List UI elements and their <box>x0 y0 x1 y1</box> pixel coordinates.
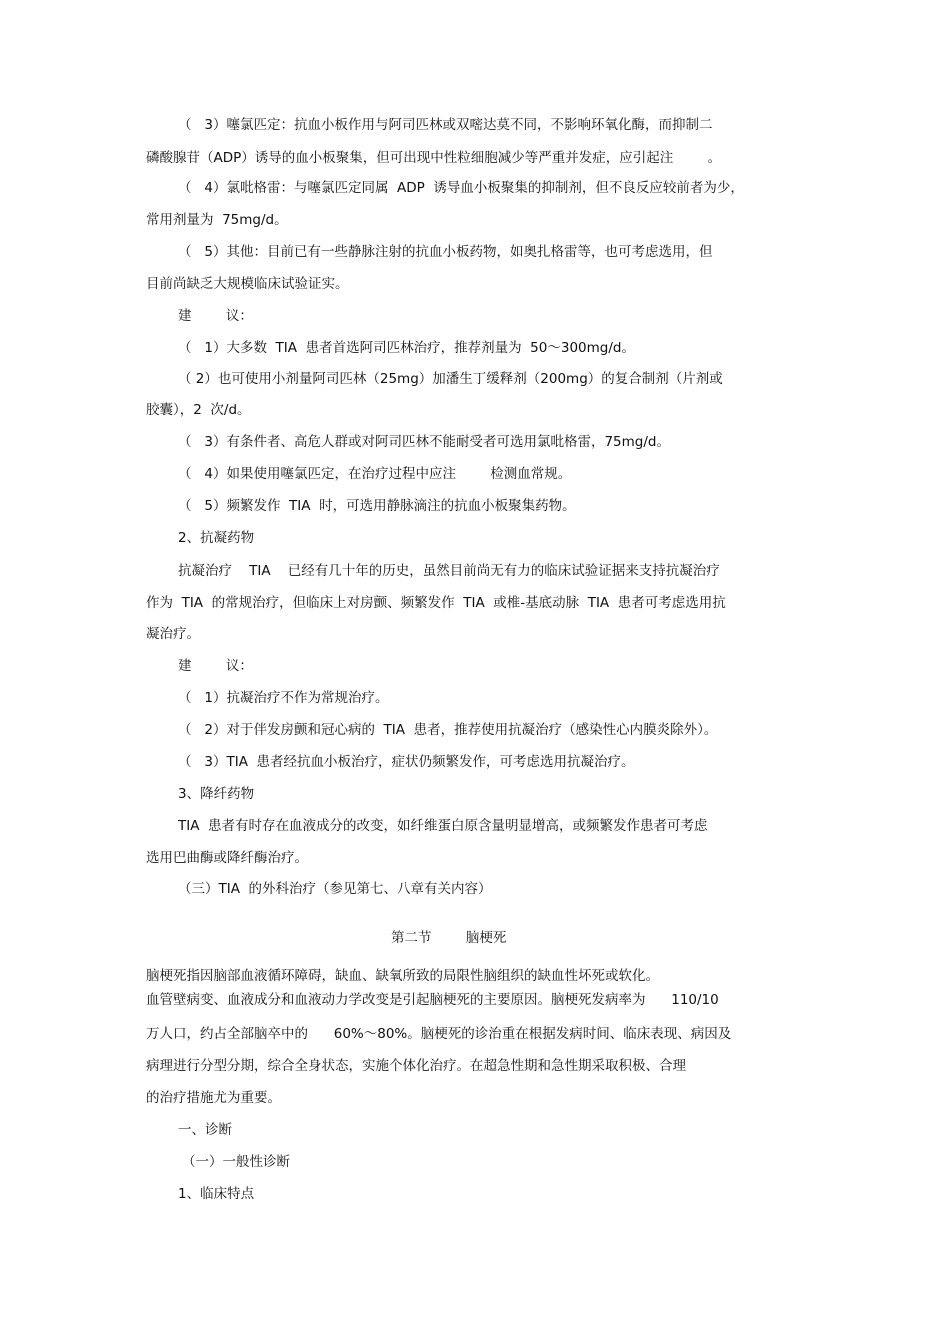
section-heading: （三）TIA 的外科治疗（参见第七、八章有关内容） <box>178 881 492 897</box>
paragraph-line: 常用剂量为 75mg/d。 <box>146 212 288 228</box>
paragraph-line: （ 2）也可使用小剂量阿司匹林（25mg）加潘生丁缓释剂（200mg）的复合制剂（片剂或 <box>178 371 723 387</box>
paragraph-line: 胶囊），2 次/d。 <box>146 402 251 418</box>
recommendation-heading: 建 议： <box>178 658 253 674</box>
paragraph-line: 万人口，约占全部脑卒中的 60%～80%。脑梗死的诊治重在根据发病时间、临床表现、病因及 <box>146 1026 732 1042</box>
paragraph-line: （ 5）其他：目前已有一些静脉注射的抗血小板药物，如奥扎格雷等，也可考虑选用，但 <box>178 244 713 260</box>
paragraph-line: 作为 TIA 的常规治疗，但临床上对房颤、频繁发作 TIA 或椎-基底动脉 TIA 患者可考虑选用抗 <box>146 595 726 611</box>
paragraph-line: （ 4）如果使用噻氯匹定，在治疗过程中应注 检测血常规。 <box>178 466 572 482</box>
paragraph-line: 病理进行分型分期，综合全身状态，实施个体化治疗。在超急性期和急性期采取积极、合理 <box>146 1058 686 1074</box>
paragraph-line: 脑梗死指因脑部血液循环障碍，缺血、缺氧所致的局限性脑组织的缺血性坏死或软化。 <box>146 968 659 984</box>
paragraph-line: 的治疗措施尤为重要。 <box>146 1090 281 1106</box>
paragraph-line: 选用巴曲酶或降纤酶治疗。 <box>146 850 308 866</box>
paragraph-line: TIA 患者有时存在血液成分的改变，如纤维蛋白原含量明显增高，或频繁发作患者可考虑 <box>178 818 708 834</box>
paragraph-line: （ 2）对于伴发房颤和冠心病的 TIA 患者，推荐使用抗凝治疗（感染性心内膜炎除外）。 <box>178 722 718 738</box>
paragraph-line: （ 5）频繁发作 TIA 时，可选用静脉滴注的抗血小板聚集药物。 <box>178 498 576 514</box>
chapter-title: 第二节 脑梗死 <box>391 930 507 946</box>
paragraph-line: （ 4）氯吡格雷：与噻氯匹定同属 ADP 诱导血小板聚集的抑制剂，但不良反应较前者为少， <box>178 180 744 196</box>
recommendation-heading: 建 议： <box>178 308 253 324</box>
paragraph-line: （ 3）有条件者、高危人群或对阿司匹林不能耐受者可选用氯吡格雷，75mg/d。 <box>178 434 670 450</box>
paragraph-line: （ 3）噻氯匹定：抗血小板作用与阿司匹林或双嘧达莫不同，不影响环氧化酶，而抑制二 <box>178 117 713 133</box>
paragraph-line: 凝治疗。 <box>146 626 200 642</box>
section-heading: 2、抗凝药物 <box>178 530 255 546</box>
paragraph-line: 目前尚缺乏大规模临床试验证实。 <box>146 276 349 292</box>
paragraph-line: （ 1）大多数 TIA 患者首选阿司匹林治疗，推荐剂量为 50～300mg/d。 <box>178 340 635 356</box>
subsection-heading: 1、临床特点 <box>178 1186 255 1202</box>
paragraph-line: 抗凝治疗 TIA 已经有几十年的历史，虽然目前尚无有力的临床试验证据来支持抗凝治疗 <box>178 563 720 579</box>
paragraph-line: 血管壁病变、血液成分和血液动力学改变是引起脑梗死的主要原因。脑梗死发病率为 110/10 <box>146 992 719 1008</box>
subsection-heading: （一）一般性诊断 <box>182 1154 290 1170</box>
section-heading: 3、降纤药物 <box>178 786 255 802</box>
paragraph-line: （ 1）抗凝治疗不作为常规治疗。 <box>178 690 389 706</box>
paragraph-line: 磷酸腺苷（ADP）诱导的血小板聚集，但可出现中性粒细胞减少等严重并发症，应引起注 。 <box>146 150 722 166</box>
paragraph-line: （ 3）TIA 患者经抗血小板治疗，症状仍频繁发作，可考虑选用抗凝治疗。 <box>178 754 635 770</box>
section-heading: 一、诊断 <box>178 1122 232 1138</box>
